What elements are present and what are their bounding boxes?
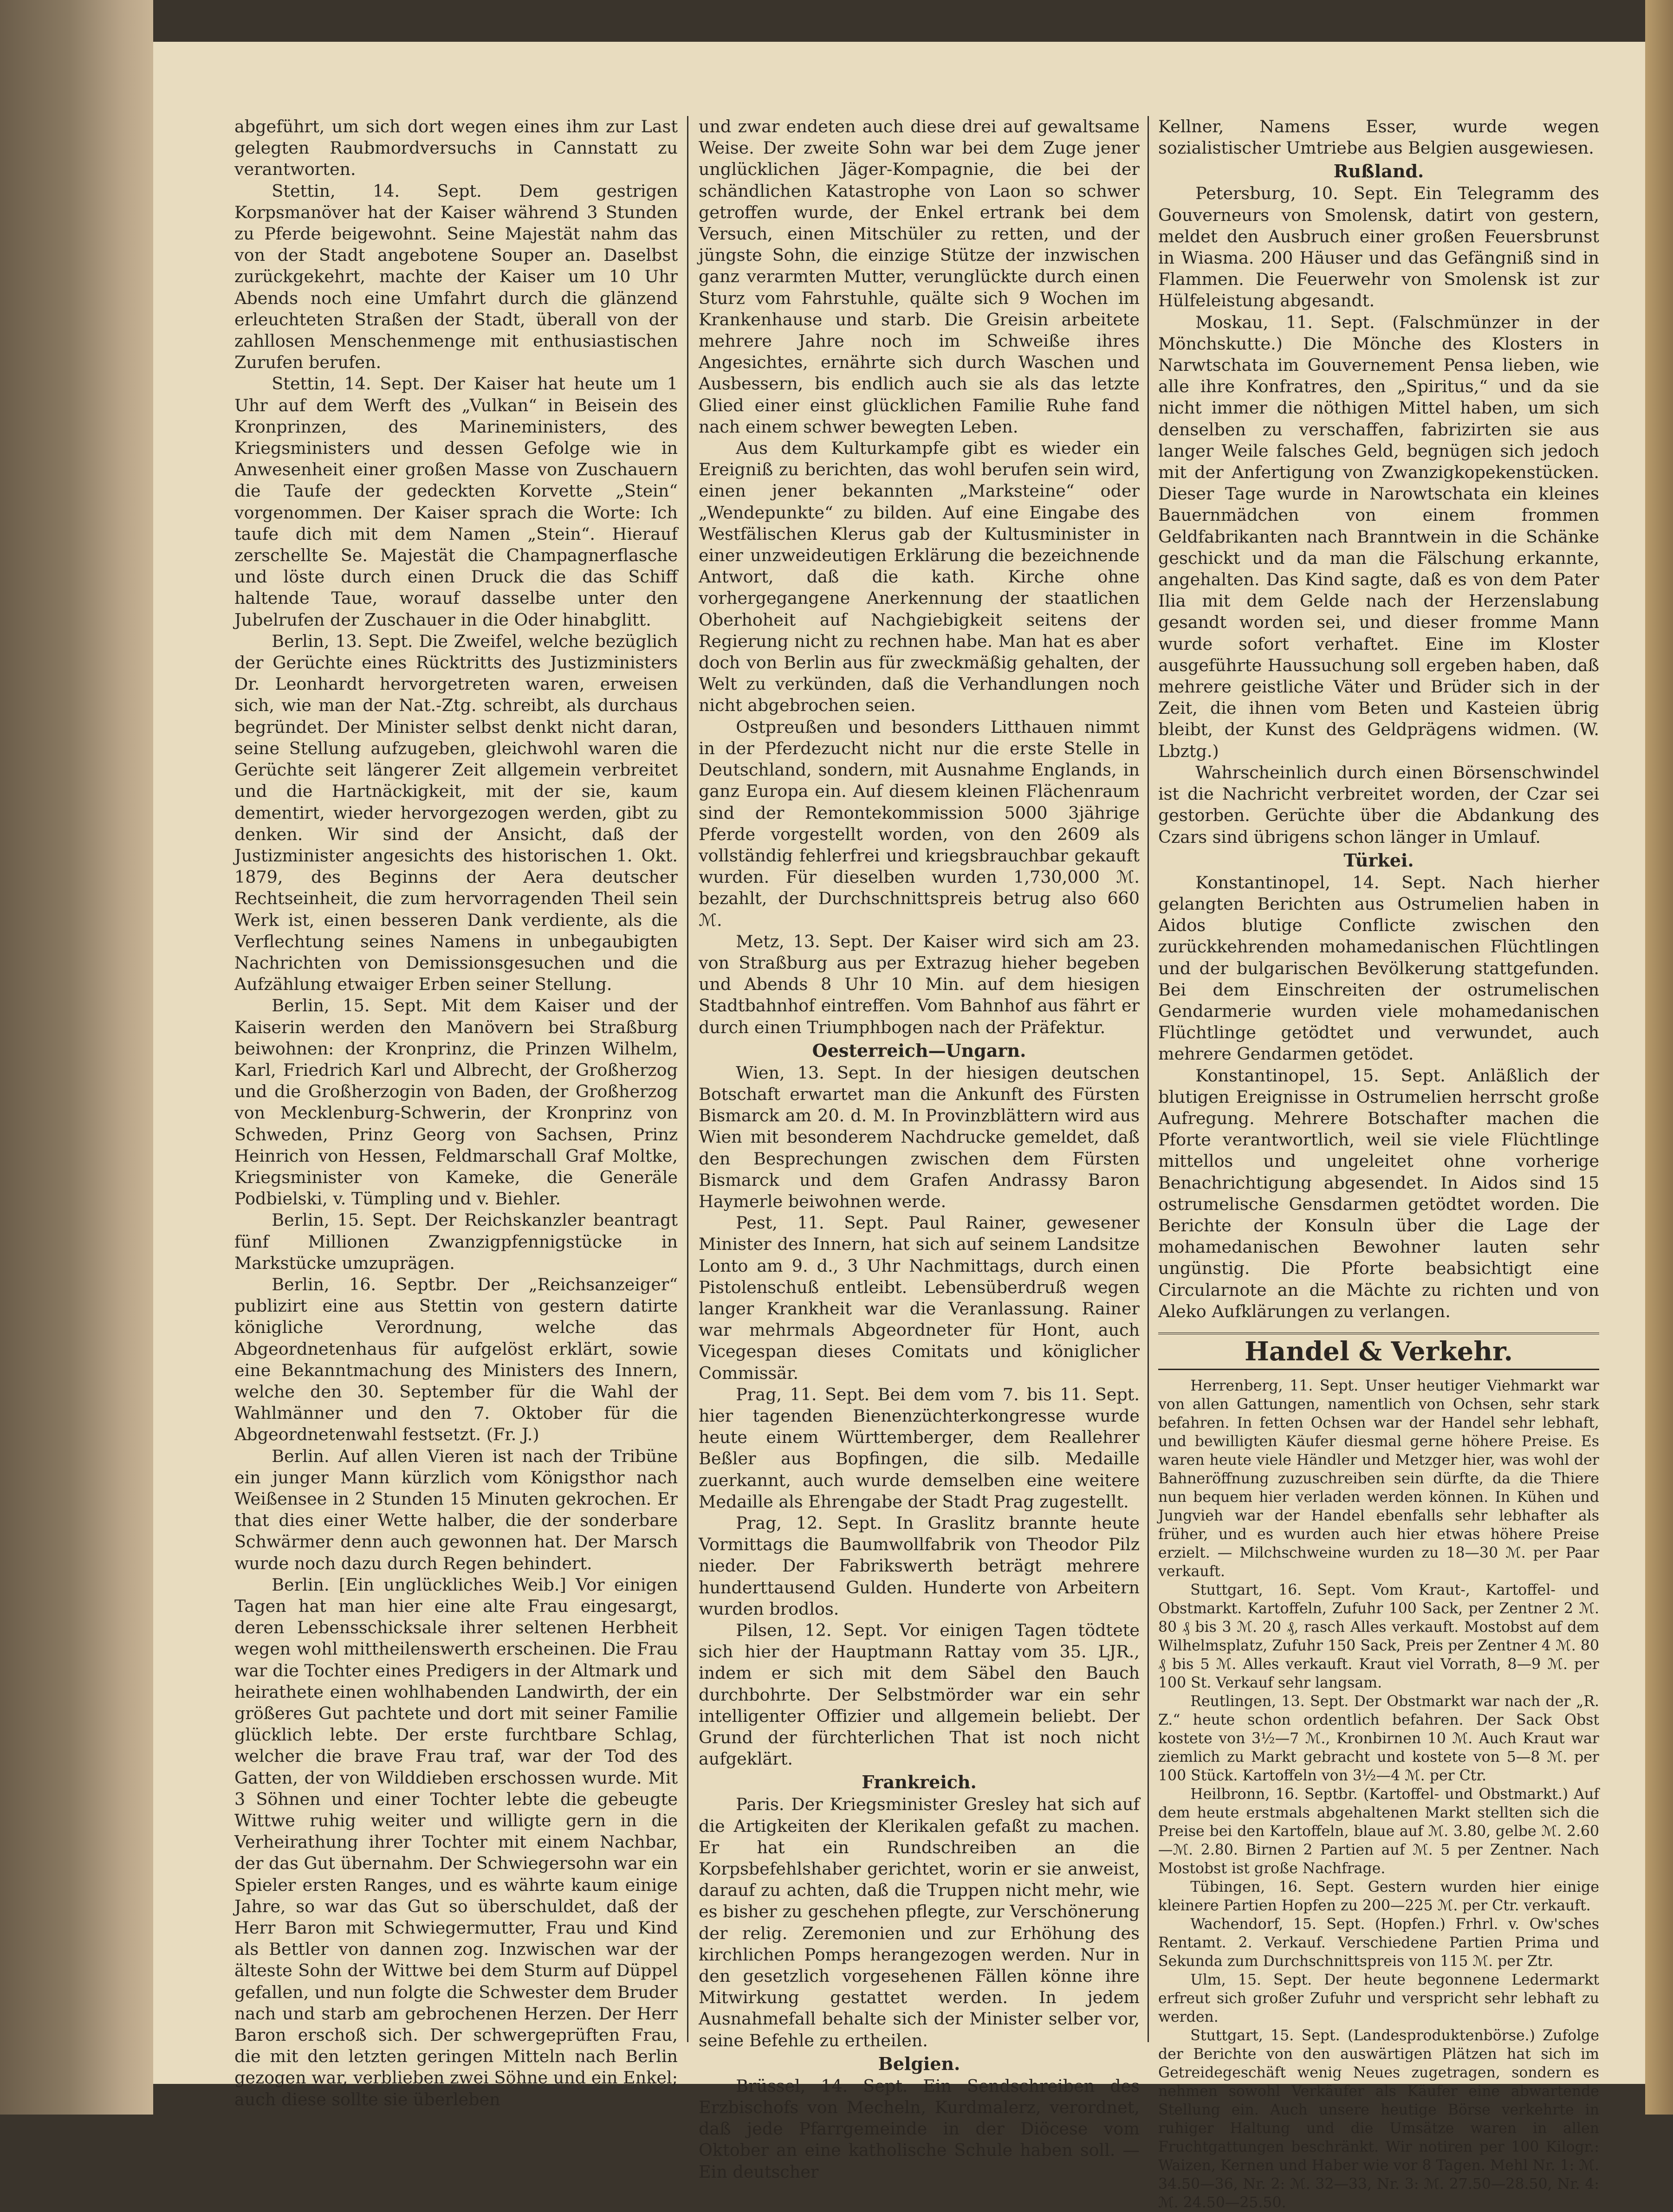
article-paragraph: Wien, 13. Sept. In der hiesigen deutschen Botschaft erwartet man die Ankunft des Fürsten Bismarck am 20. d. M. In Provinzblättern wird aus Wien mit besonderem Nachdrucke gemeldet, daß den Besprechungen zwischen dem Fürsten Bismarck und dem Grafen Andrassy Baron Haymerle beiwohnen werde. bbox=[699, 1062, 1140, 1211]
market-report: Tübingen, 16. Sept. Gestern wurden hier einige kleinere Partien Hopfen zu 200—225 ℳ. per Ctr. verkauft. bbox=[1158, 1878, 1599, 1914]
article-paragraph: Ostpreußen und besonders Litthauen nimmt in der Pferdezucht nicht nur die erste Stelle in Deutschland, sondern, mit Ausnahme Englands, in ganz Europa ein. Auf diesem kleinen Flächenraum sind der Remontekommission 5000 3jährige Pferde vorgestellt worden, von den 2609 als vollständig fehlerfrei und kriegsbrauchbar gekauft wurden. Für dieselben wurden 1,730,000 ℳ. bezahlt, der Durchschnittspreis betrug also 660 ℳ. bbox=[699, 717, 1140, 930]
article-paragraph: Prag, 11. Sept. Bei dem vom 7. bis 11. Sept. hier tagenden Bienenzüchterkongresse wurde heute einem Württemberger, dem Reallehrer Beßler aus Bopfingen, die silb. Medaille zuerkannt, auch wurde demselben eine weitere Medaille als Ehrengabe der Stadt Prag zugestellt. bbox=[699, 1384, 1140, 1512]
article-paragraph: Petersburg, 10. Sept. Ein Telegramm des Gouverneurs von Smolensk, datirt von gestern, meldet den Ausbruch einer großen Feuersbrunst in Wiasma. 200 Häuser und das Gefängniß sind in Flammen. Die Feuerwehr von Smolensk ist zur Hülfeleistung abgesandt. bbox=[1158, 183, 1599, 311]
article-paragraph: Stettin, 14. Sept. Dem gestrigen Korpsmanöver hat der Kaiser während 3 Stunden zu Pferde beigewohnt. Seine Majestät nahm das von der Stadt angebotene Souper an. Daselbst zurückgekehrt, machte der Kaiser um 10 Uhr Abends noch eine Umfahrt durch die glänzend erleuchteten Straßen der Stadt, überall von der zahllosen Menschenmenge mit enthusiastischen Zurufen berufen. bbox=[234, 181, 678, 373]
article-paragraph: Konstantinopel, 15. Sept. Anläßlich der blutigen Ereignisse in Ostrumelien herrscht große Aufregung. Mehrere Botschafter machen die Pforte verantwortlich, weil sie viele Flüchtlinge mittellos und ungeleitet ohne vorherige Benachrichtigung abgesendet. In Aidos sind 15 ostrumelische Gensdarmen getödtet worden. Die Berichte der Konsuln über die Lage der mohamedanischen Bewohner lauten sehr ungünstig. Die Pforte beabsichtigt eine Circularnote an die Mächte zu richten und von Aleko Aufklärungen zu verlangen. bbox=[1158, 1065, 1599, 1321]
article-paragraph: Moskau, 11. Sept. (Falschmünzer in der Mönchskutte.) Die Mönche des Klosters in Narwtschata im Gouvernement Pensa lieben, wie alle ihre Konfratres, den „Spiritus,“ und da sie nicht immer die nöthigen Mittel haben, um sich denselben zu verschaffen, fabrizirten sie aus langer Weile falsches Geld, begnügen sich jedoch mit der Anfertigung von Zwanzigkopekenstücken. Dieser Tage wurde in Narowtschata ein kleines Bauernmädchen von einem frommen Geldfabrikanten nach Branntwein in die Schänke geschickt und da man die Fälschung erkannte, angehalten. Das Kind sagte, daß es von dem Pater Ilia mit dem Gelde nach der Herzenslabung gesandt worden sei, und dieser fromme Mann wurde sofort verhaftet. Eine im Kloster ausgeführte Haussuchung soll ergeben haben, daß mehrere geistliche Väter und Brüder sich in der Zeit, die ihnen vom Beten und Kasteien übrig bleibt, der Kunst des Geldprägens widmen. (W. Lbztg.) bbox=[1158, 312, 1599, 761]
trade-section bbox=[1158, 1377, 1599, 2212]
column-rule bbox=[1148, 116, 1149, 2042]
article-paragraph: Wahrscheinlich durch einen Börsenschwindel ist die Nachricht verbreitet worden, der Czar sei gestorben. Gerüchte über die Abdankung des Czars sind übrigens schon länger in Umlauf. bbox=[1158, 762, 1599, 847]
section-heading-russia: Rußland. bbox=[1333, 161, 1424, 182]
article-paragraph: Berlin, 15. Sept. Der Reichskanzler beantragt fünf Millionen Zwanzigpfennigstücke in Markstücke umzuprägen. bbox=[234, 1210, 678, 1273]
column-3 bbox=[1158, 116, 1599, 2211]
market-report: Wachendorf, 15. Sept. (Hopfen.) Frhrl. v. Ow'sches Rentamt. 2. Verkauf. Verschiedene Partien Prima und Sekunda zum Durchschnittspreis von 115 ℳ. per Ztr. bbox=[1158, 1915, 1599, 1970]
article-paragraph: Kellner, Namens Esser, wurde wegen sozialistischer Umtriebe aus Belgien ausgewiesen. bbox=[1158, 116, 1599, 158]
column-rule bbox=[687, 116, 688, 2042]
market-report: Stuttgart, 15. Sept. (Landesproduktenbörse.) Zufolge der Berichte von den auswärtigen Plätzen hat sich im Getreidegeschäft wenig Neues zugetragen, sondern es nehmen sowohl Verkäufer als Käufer eine abwartende Stellung ein. Auch unsere heutige Börse verkehrte in ruhiger Haltung und die Umsätze waren in allen Fruchtgattungen beschränkt. Wir notiren per 100 Kilogr.: Waizen, Kernen und Haber wie vor 8 Tagen. Mehl Nr. 1: ℳ. 34.50—36, Nr. 2: ℳ. 32—33, Nr. 3: ℳ. 27.50—28.50, Nr. 4: ℳ. 24.50—25.50. bbox=[1158, 2027, 1599, 2211]
article-paragraph: Pilsen, 12. Sept. Vor einigen Tagen tödtete sich hier der Hauptmann Rattay vom 35. LJR., indem er sich mit dem Säbel den Bauch durchbohrte. Der Selbstmörder war ein sehr intelligenter Offizier und allgemein beliebt. Der Grund der fürchterlichen That ist noch nicht aufgeklärt. bbox=[699, 1620, 1140, 1769]
article-paragraph: und zwar endeten auch diese drei auf gewaltsame Weise. Der zweite Sohn war bei dem Zuge jener unglücklichen Jäger-Kompagnie, die bei der schändlichen Katastrophe von Laon so schwer getroffen wurde, der Enkel ertrank bei dem Versuch, einen Mitschüler zu retten, und der jüngste Sohn, die einzige Stütze der inzwischen ganz verarmten Mutter, verunglückte durch einen Sturz vom Fahrstuhle, quälte sich 9 Wochen im Krankenhause und starb. Die Greisin arbeitete mehrere Jahre noch im Schweiße ihres Angesichtes, ernährte sich durch Waschen und Ausbessern, bis endlich auch sie als das letzte Glied einer einst glücklichen Familie Ruhe fand nach einem schwer bewegten Leben. bbox=[699, 116, 1140, 437]
newspaper-page bbox=[153, 42, 1645, 2211]
article-paragraph: Prag, 12. Sept. In Graslitz brannte heute Vormittags die Baumwollfabrik von Theodor Pilz nieder. Der Fabrikswerth beträgt mehrere hunderttausend Gulden. Hunderte von Arbeitern wurden brodlos. bbox=[699, 1513, 1140, 1619]
section-heading-turkey: Türkei. bbox=[1343, 849, 1414, 871]
market-report: Reutlingen, 13. Sept. Der Obstmarkt war nach der „R. Z.“ heute schon ordentlich befahren. Der Sack Obst kostete von 3½—7 ℳ., Kronbirnen 10 ℳ. Auch Kraut war ziemlich zu Markt gebracht und kostete von 5—8 ℳ. per 100 Stück. Kartoffeln von 3½—4 ℳ. per Ctr. bbox=[1158, 1693, 1599, 1784]
article-paragraph: Berlin. [Ein unglückliches Weib.] Vor einigen Tagen hat man hier eine alte Frau eingesargt, deren Lebensschicksale ihrer seltenen Herbheit wegen wohl mittheilenswerth erscheinen. Die Frau war die Tochter eines Predigers in der Altmark und heirathete einen wohlhabenden Landwirth, der ein größeres Gut pachtete und dort mit seiner Familie glücklich lebte. Der erste furchtbare Schlag, welcher die brave Frau traf, war der Tod des Gatten, der von Wilddieben erschossen wurde. Mit 3 Söhnen und einer Tochter lebte die gebeugte Wittwe ruhig weiter und willigte gern in die Verheirathung ihrer Tochter mit einem Nachbar, der das Gut übernahm. Der Schwiegersohn war ein Spieler ersten Ranges, und es währte kaum einige Jahre, so war das Gut so überschuldet, daß der Herr Baron mit Schwiegermutter, Frau und Kind als Bettler von dannen zog. Inzwischen war der älteste Sohn der Wittwe bei dem Sturm auf Düppel gefallen, und nun folgte die Schwester dem Bruder nach und starb am gebrochenen Herzen. Der Herr Baron erschoß sich. Der schwergeprüften Frau, die mit den letzten geringen Mitteln nach Berlin gezogen war, verblieben zwei Söhne und ein Enkel; auch diese sollte sie überleben bbox=[234, 1574, 678, 2109]
article-paragraph: Berlin, 13. Sept. Die Zweifel, welche bezüglich der Gerüchte eines Rücktritts des Justizministers Dr. Leonhardt hervorgetreten waren, erweisen sich, wie man der Nat.-Ztg. schreibt, als durchaus begründet. Der Minister selbst denkt nicht daran, seine Stellung aufzugeben, gleichwohl waren die Gerüchte seit längerer Zeit allgemein verbreitet und die Hartnäckigkeit, mit der sie, kaum dementirt, wieder hervorgezogen werden, gibt zu denken. Wir sind der Ansicht, daß der Justizminister angesichts des historischen 1. Okt. 1879, des Beginns der Aera deutscher Rechtseinheit, die zum hervorragenden Theil sein Werk ist, einen besseren Dank verdiente, als die Verflechtung seines Namens in unbegaubigten Nachrichten von Demissionsgesuchen und die Aufzählung etwaiger Erben seiner Stellung. bbox=[234, 631, 678, 995]
article-paragraph: Berlin, 16. Septbr. Der „Reichsanzeiger“ publizirt eine aus Stettin von gestern datirte königliche Verordnung, welche das Abgeordnetenhaus für aufgelöst erklärt, sowie eine Bekanntmachung des Ministers des Innern, welche den 30. September für die Wahl der Wahlmänner und den 7. Oktober für die Abgeordnetenwahl festsetzt. (Fr. J.) bbox=[234, 1274, 678, 1445]
section-heading-trade: Handel & Verkehr. bbox=[1158, 1332, 1599, 1370]
article-paragraph: abgeführt, um sich dort wegen eines ihm zur Last gelegten Raubmordversuchs in Cannstatt zu verantworten. bbox=[234, 116, 678, 180]
market-report: Stuttgart, 16. Sept. Vom Kraut-, Kartoffel- und Obstmarkt. Kartoffeln, Zufuhr 100 Sack, per Zentner 2 ℳ. 80 ₰ bis 3 ℳ. 20 ₰, rasch Alles verkauft. Mostobst auf dem Wilhelmsplatz, Zufuhr 150 Sack, Preis per Zentner 4 ℳ. 80 ₰ bis 5 ℳ. Alles verkauft. Kraut viel Vorrath, 8—9 ℳ. per 100 St. Verkauf sehr langsam. bbox=[1158, 1581, 1599, 1691]
article-paragraph: Konstantinopel, 14. Sept. Nach hierher gelangten Berichten aus Ostrumelien haben in Aidos blutige Conflicte zwischen den zurückkehrenden mohamedanischen Flüchtlingen und der bulgarischen Bevölkerung stattgefunden. Bei dem Einschreiten der ostrumelischen Gendarmerie wurden viele mohamedanischen Flüchtlinge getödtet und verwundet, auch mehrere Gendarmen getödet. bbox=[1158, 872, 1599, 1064]
market-report: Herrenberg, 11. Sept. Unser heutiger Viehmarkt war von allen Gattungen, namentlich von Ochsen, sehr stark befahren. In fetten Ochsen war der Handel sehr lebhaft, und bewilligten Käufer diesmal gerne höhere Preise. Es waren heute viele Händler und Metzger hier, was wohl der Bahneröffnung zuzuschreiben sein dürfte, da die Thiere nun bequem hier verladen werden können. In Kühen und Jungvieh war der Handel ebenfalls sehr lebhafter als früher, und es wurden auch hier etwas höhere Preise erzielt. — Milchschweine wurden zu 18—30 ℳ. per Paar verkauft. bbox=[1158, 1377, 1599, 1580]
section-heading-austria: Oesterreich—Ungarn. bbox=[812, 1040, 1026, 1061]
article-paragraph: Metz, 13. Sept. Der Kaiser wird sich am 23. von Straßburg aus per Extrazug hieher begeben und Abends 8 Uhr 10 Min. auf dem hiesigen Stadtbahnhof eintreffen. Vom Bahnhof aus fährt er durch einen Triumphbogen nach der Präfektur. bbox=[699, 931, 1140, 1037]
article-paragraph: Brüssel, 14. Sept. Ein Sendschreiben des Erzbischofs von Mecheln, Kurdmalerz, verordnet, daß jede Pfarrgemeinde in der Diöcese vom Oktober an eine katholische Schule haben soll. — Ein deutscher bbox=[699, 2076, 1140, 2182]
article-paragraph: Aus dem Kulturkampfe gibt es wieder ein Ereigniß zu berichten, das wohl berufen sein wird, einen jener bekannten „Marksteine“ oder „Wendepunkte“ zu bilden. Auf eine Eingabe des Westfälischen Klerus gab der Kultusminister in einer unzweideutigen Erklärung die bezeichnende Antwort, daß die kath. Kirche ohne vorhergegangene Anerkennung der staatlichen Oberhoheit auf Nachgiebigkeit seitens der Regierung nicht zu rechnen habe. Man hat es aber doch von Berlin aus für zweckmäßig gehalten, der Welt zu verkünden, daß die Verhandlungen noch nicht abgebrochen seien. bbox=[699, 438, 1140, 716]
market-report: Ulm, 15. Sept. Der heute begonnene Ledermarkt erfreut sich großer Zufuhr und verspricht sehr lebhaft zu werden. bbox=[1158, 1971, 1599, 2025]
column-1 bbox=[234, 116, 678, 2109]
article-paragraph: Berlin. Auf allen Vieren ist nach der Tribüne ein junger Mann kürzlich vom Königsthor nach Weißensee in 2 Stunden 15 Minuten gekrochen. Er that dies einer Wette halber, die der sonderbare Schwärmer denn auch gewonnen hat. Der Marsch wurde noch dazu durch Regen behindert. bbox=[234, 1446, 678, 1573]
article-paragraph: Pest, 11. Sept. Paul Rainer, gewesener Minister des Innern, hat sich auf seinem Landsitze Lonto am 9. d., 3 Uhr Nachmittags, durch einen Pistolenschuß entleibt. Lebensüberdruß wegen langer Krankheit war die Veranlassung. Rainer war mehrmals Abgeordneter für Hont, auch Vicegespan dieses Comitats und königlicher Commissär. bbox=[699, 1213, 1140, 1383]
article-paragraph: Stettin, 14. Sept. Der Kaiser hat heute um 1 Uhr auf dem Werft des „Vulkan“ in Beisein des Kronprinzen, des Marineministers, des Kriegsministers und dessen Gefolge wie in Anwesenheit einer großen Masse von Zuschauern die Taufe der gedeckten Korvette „Stein“ vorgenommen. Der Kaiser sprach die Worte: Ich taufe dich mit dem Namen „Stein“. Hierauf zerschellte Se. Majestät die Champagnerflasche und löste durch einen Druck die das Schiff haltende Taue, worauf dasselbe unter den Jubelrufen der Zuschauer in die Oder hinabglitt. bbox=[234, 374, 678, 630]
book-binding bbox=[0, 0, 153, 2115]
article-paragraph: Paris. Der Kriegsminister Gresley hat sich auf die Artigkeiten der Klerikalen gefaßt zu machen. Er hat ein Rundschreiben an die Korpsbefehlshaber gerichtet, worin er sie anweist, darauf zu achten, daß die Truppen nicht mehr, wie es bisher zu geschehen pflegte, zur Verschönerung der relig. Zeremonien und zur Erhöhung des kirchlichen Pomps herangezogen werden. Nur in den gesetzlich vorgesehenen Fällen könne ihre Mitwirkung gestattet werden. In jedem Ausnahmefall behalte sich der Minister selber vor, seine Befehle zu ertheilen. bbox=[699, 1794, 1140, 2050]
page-edge bbox=[1645, 0, 1673, 2115]
section-heading-belgium: Belgien. bbox=[878, 2053, 960, 2074]
market-report: Heilbronn, 16. Septbr. (Kartoffel- und Obstmarkt.) Auf dem heute erstmals abgehaltenen Markt stellten sich die Preise bei den Kartoffeln, blaue auf ℳ. 3.80, gelbe ℳ. 2.60—ℳ. 2.80. Birnen 2 Partien auf ℳ. 5 per Zentner. Nach Mostobst ist große Nachfrage. bbox=[1158, 1785, 1599, 1877]
section-heading-france: Frankreich. bbox=[862, 1772, 977, 1793]
column-2 bbox=[699, 116, 1140, 2182]
article-paragraph: Berlin, 15. Sept. Mit dem Kaiser und der Kaiserin werden den Manövern bei Straßburg beiwohnen: der Kronprinz, die Prinzen Wilhelm, Karl, Friedrich Karl und Albrecht, der Großherzog und die Großherzogin von Baden, der Großherzog von Mecklenburg-Schwerin, der Kronprinz von Schweden, Prinz Georg von Sachsen, Prinz Heinrich von Hessen, Feldmarschall Graf Moltke, Kriegsminister von Kameke, die Generäle Podbielski, v. Tümpling und v. Biehler. bbox=[234, 996, 678, 1209]
